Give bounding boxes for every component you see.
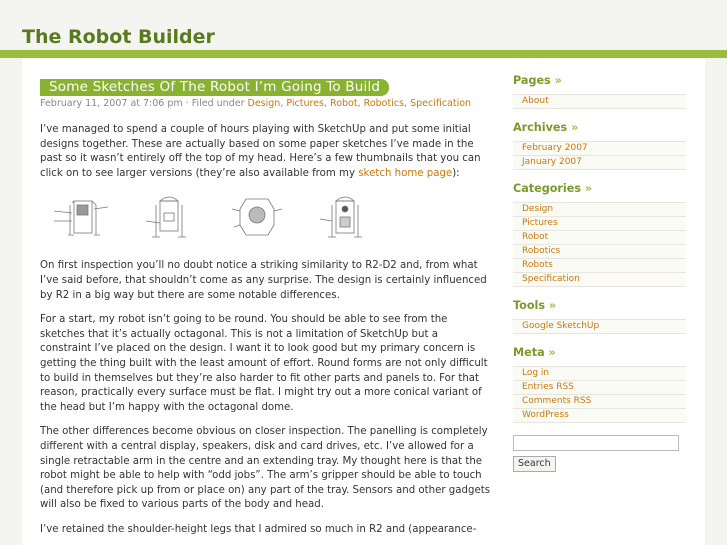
post-body bbox=[40, 123, 492, 537]
sidebar-item-wordpress[interactable]: WordPress bbox=[513, 409, 686, 423]
sidebar-item-category[interactable]: Robotics bbox=[513, 245, 686, 259]
sidebar-item-category[interactable]: Specification bbox=[513, 273, 686, 287]
sidebar-item-archive[interactable]: February 2007 bbox=[513, 142, 686, 156]
tools-list bbox=[513, 319, 686, 334]
paragraph: For a start, my robot isn’t going to be round. You should be able to see from the sketches that it’s actually octagonal. This is not a limitation of SketchUp but a constraint I’ve placed on the design. I want it to look good but my primary concern is getting the thing built with the least amount of effort. Round forms are not only difficult to build in themselves but they’re also harder to fit other parts and panels to. For that reason, practically every surface must be flat. I might try out a more conical variant of the head but I’m happy with the octagonal dome. bbox=[40, 314, 488, 413]
paragraph: I’ve managed to spend a couple of hours playing with SketchUp and put some initial designs together. These are actually based on some paper sketches I’ve made in the past so it wasn’t entirely off the top of my head. Here’s a few thumbnails that you can click on to see larger versions (they’re also available from my sketch home page): bbox=[40, 124, 481, 179]
category-link[interactable]: Specification bbox=[410, 98, 472, 109]
post-title[interactable]: Some Sketches Of The Robot I’m Going To Build bbox=[40, 79, 389, 96]
category-link[interactable]: Robotics bbox=[363, 98, 405, 109]
sidebar-item-google-sketchup[interactable]: Google SketchUp bbox=[513, 320, 686, 334]
search-input[interactable] bbox=[513, 435, 679, 451]
robot-sketch-side-icon[interactable] bbox=[138, 191, 200, 247]
robot-sketch-front-icon[interactable] bbox=[50, 191, 112, 247]
category-link[interactable]: Design bbox=[247, 98, 281, 109]
thumbnail-row bbox=[40, 191, 492, 249]
page bbox=[22, 58, 705, 545]
paragraph: The other differences become obvious on closer inspection. The panelling is completely different with a central display, speakers, disk and card drives, etc. I’ve allowed for a single retractable arm in the centre and an extending tray. My thought here is that the robot might be able to help with “odd jobs”. The arm’s gripper should be able to touch (and therefore pick up from or place on) any part of the tray. Sensors and other gadgets will also be fixed to various parts of the body and head. bbox=[40, 426, 491, 511]
sidebar-item-entries-rss[interactable]: Entries RSS bbox=[513, 381, 686, 395]
archives-list bbox=[513, 141, 686, 170]
sidebar-heading-categories: Categories » bbox=[513, 182, 593, 195]
meta-list bbox=[513, 366, 686, 423]
sidebar-item-category[interactable]: Robots bbox=[513, 259, 686, 273]
categories-list bbox=[513, 202, 686, 287]
sidebar-heading-archives: Archives » bbox=[513, 121, 579, 134]
site-title[interactable]: The Robot Builder bbox=[22, 26, 215, 48]
sidebar bbox=[513, 74, 686, 472]
robot-sketch-top-icon[interactable] bbox=[226, 191, 288, 247]
post-meta-text: February 11, 2007 at 7:06 pm · Filed under bbox=[40, 98, 248, 109]
sidebar-item-category[interactable]: Robot bbox=[513, 231, 686, 245]
sidebar-heading-tools: Tools » bbox=[513, 299, 557, 312]
sketch-home-link[interactable]: sketch home page bbox=[358, 167, 453, 179]
sidebar-item-archive[interactable]: January 2007 bbox=[513, 156, 686, 170]
sidebar-item-category[interactable]: Design bbox=[513, 203, 686, 217]
header bbox=[0, 0, 727, 48]
category-link[interactable]: Pictures bbox=[286, 98, 324, 109]
sidebar-item-about[interactable]: About bbox=[513, 95, 686, 109]
header-bar bbox=[0, 50, 727, 58]
paragraph: On first inspection you’ll no doubt notice a striking similarity to R2-D2 and, from what I’ve said before, that shouldn’t come as any surprise. The design is certainly influenced by R2 in a big way but there are some notable differences. bbox=[40, 260, 487, 301]
robot-sketch-rear-icon[interactable] bbox=[314, 191, 376, 247]
sidebar-heading-meta: Meta » bbox=[513, 346, 556, 359]
sidebar-item-category[interactable]: Pictures bbox=[513, 217, 686, 231]
sidebar-item-comments-rss[interactable]: Comments RSS bbox=[513, 395, 686, 409]
sidebar-heading-pages: Pages » bbox=[513, 74, 562, 87]
paragraph: I’ve retained the shoulder-height legs that I admired so much in R2 and (appearance- bbox=[40, 523, 477, 535]
category-link[interactable]: Robot bbox=[330, 98, 358, 109]
pages-list bbox=[513, 94, 686, 109]
post-meta: February 11, 2007 at 7:06 pm · Filed under Design, Pictures, Robot, Robotics, Specification bbox=[40, 98, 472, 109]
search-button[interactable]: Search bbox=[513, 456, 556, 472]
post bbox=[40, 76, 492, 545]
sidebar-item-login[interactable]: Log in bbox=[513, 367, 686, 381]
